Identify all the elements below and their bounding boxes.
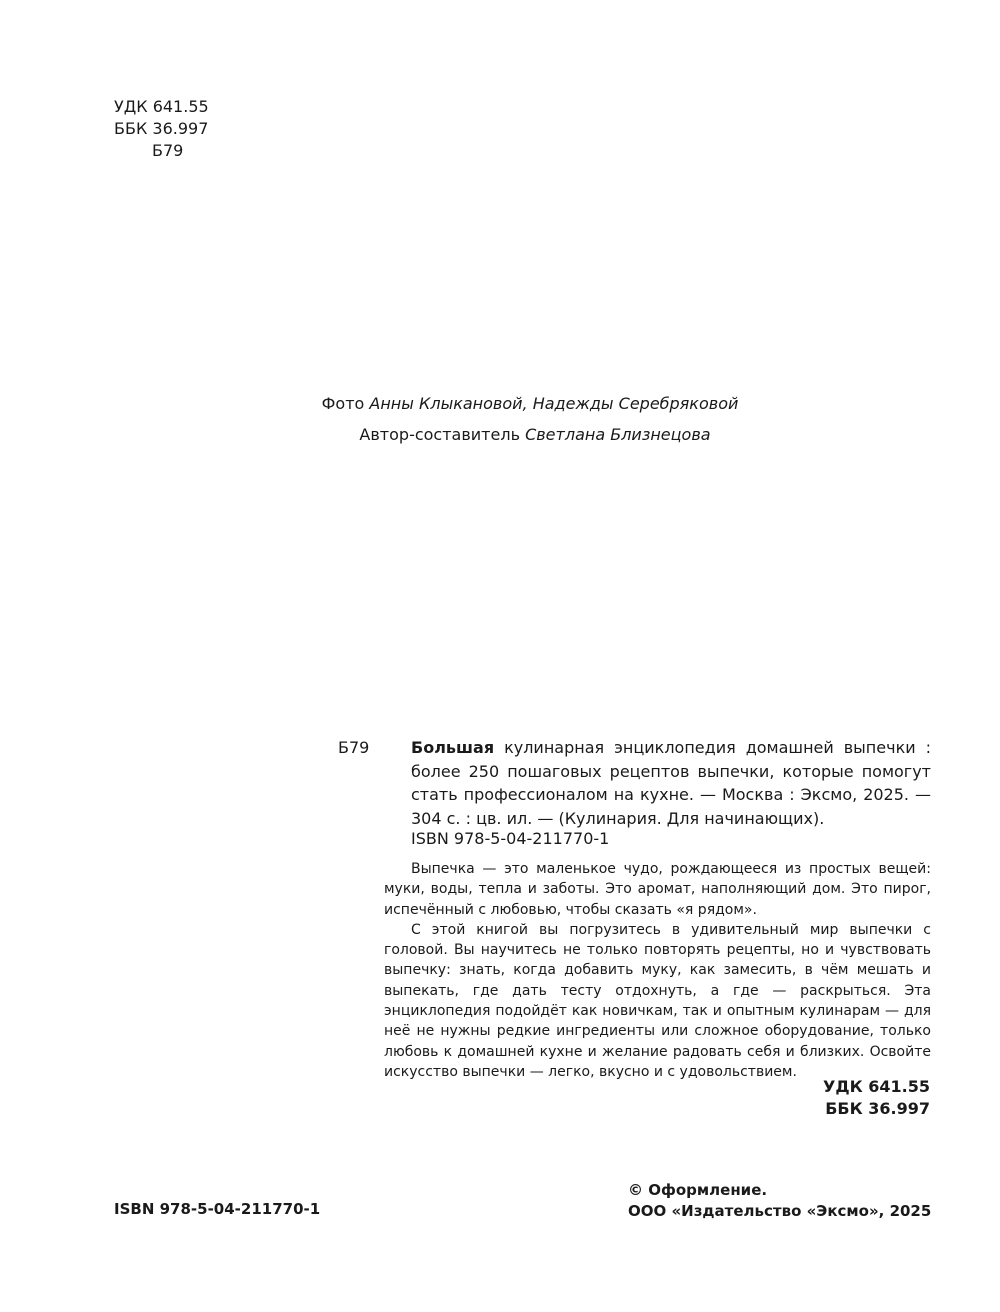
classification-codes-bottom (780, 1076, 930, 1120)
photo-credit (300, 394, 760, 413)
bibliography-description-text: кулинарная энциклопедия домашней выпечки : более 250 пошаговых рецептов выпечки, которые помогут стать профессионалом на кухне. — Москва : Эксмо, 2025. — 304 с. : цв. ил. — (Кулинария. Для начинающих). (411, 738, 931, 828)
footer-isbn: ISBN 978-5-04-211770-1 (114, 1200, 321, 1218)
annotation-paragraph: Выпечка — это маленькое чудо, рождающееся из простых вещей: муки, воды, тепла и заботы. Это аромат, наполняющий дом. Это пирог, испечённый с любовью, чтобы сказать «я рядом». (384, 861, 931, 918)
compiler-credit (330, 425, 740, 444)
udk-code: УДК 641.55 (114, 97, 209, 116)
copyright-line: © Оформление. (628, 1181, 768, 1199)
copyright-line: ООО «Издательство «Эксмо», 2025 (628, 1202, 932, 1220)
author-sign: Б79 (152, 141, 184, 160)
annotation-paragraph: С этой книгой вы погрузитесь в удивительный мир выпечки с головой. Вы научитесь не только повторять рецепты, но и чувствовать выпечку: знать, когда добавить муку, как замесить, в чём мешать и выпекать, где дать тесту отдохнуть, а где — раскрыться. Эта энциклопедия подойдёт как новичкам, так и опытным кулинарам — для неё не нужны редкие ингредиенты или сложное оборудование, только любовь к домашней кухне и желание радовать себя и близких. Освойте искусство выпечки — легко, вкусно и с удовольствием. (384, 921, 931, 1080)
bibliographic-description (411, 736, 931, 830)
annotation (384, 859, 931, 1082)
compiler-credit-prefix: Автор-составитель (359, 425, 526, 444)
copyright-notice (628, 1180, 931, 1222)
bibliography-isbn: ISBN 978-5-04-211770-1 (411, 829, 610, 848)
bbk-code: ББК 36.997 (114, 119, 209, 138)
bibliography-author-sign: Б79 (338, 738, 370, 757)
bibliography-title-bold: Большая (411, 738, 495, 757)
udk-code-bold: УДК 641.55 (823, 1077, 930, 1096)
bbk-code-bold: ББК 36.997 (825, 1099, 930, 1118)
compiler-credit-name: Светлана Близнецова (525, 425, 711, 444)
classification-codes-top (114, 96, 209, 162)
photo-credit-names: Анны Клыкановой, Надежды Серебряковой (369, 394, 739, 413)
photo-credit-prefix: Фото (321, 394, 370, 413)
